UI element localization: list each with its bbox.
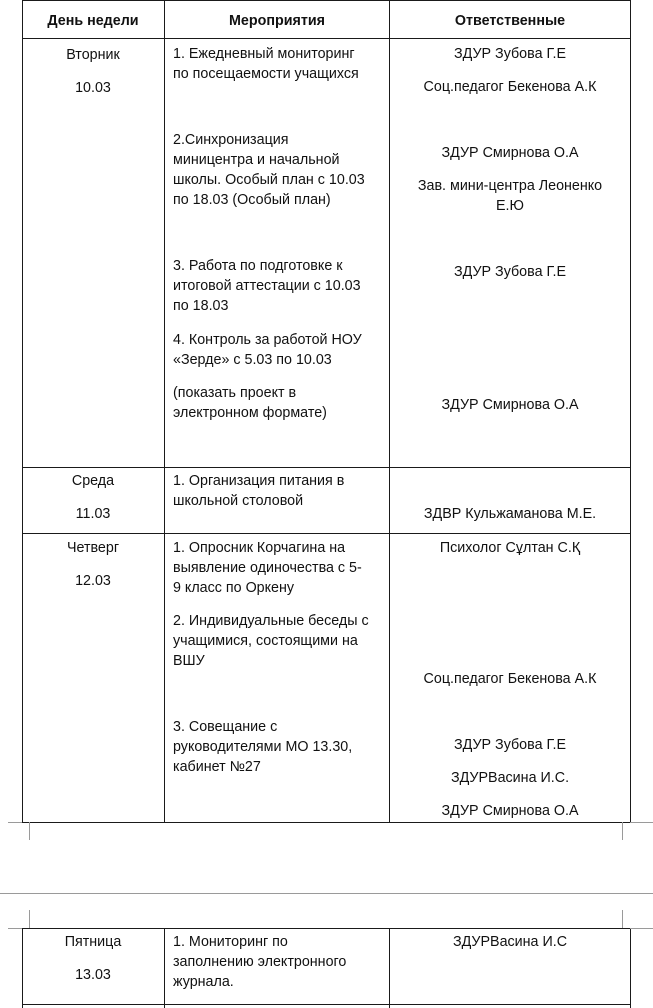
responsible-person: ЗДУР Смирнова О.А <box>441 397 579 413</box>
responsible-person: ЗДУРВасина И.С <box>452 934 568 950</box>
responsible-person: ЗДУР Зубова Г.Е <box>453 264 566 280</box>
date-cell: 12.03 <box>75 573 111 589</box>
responsible-person: Психолог Сұлтан С.Қ <box>439 540 581 556</box>
header-responsible: Ответственные <box>454 13 566 29</box>
day-cell: Пятница <box>64 934 122 950</box>
responsible-person: Соц.педагог Бекенова А.К <box>423 79 597 95</box>
day-cell: Среда <box>71 473 115 489</box>
header-day: День недели <box>47 13 139 29</box>
responsible-person: Соц.педагог Бекенова А.К <box>423 671 597 687</box>
day-cell: Четверг <box>66 540 120 556</box>
responsible-person: Зав. мини-центра Леоненко <box>417 178 603 194</box>
responsible-person: ЗДУР Зубова Г.Е <box>453 46 566 62</box>
date-cell: 10.03 <box>75 80 111 96</box>
responsible-person: ЗДУРВасина И.С. <box>450 770 570 786</box>
responsible-person: ЗДУР Смирнова О.А <box>441 803 579 819</box>
responsible-person: Е.Ю <box>496 198 524 214</box>
responsible-person: ЗДВР Кульжаманова М.Е. <box>423 506 597 522</box>
responsible-person: ЗДУР Смирнова О.А <box>441 145 579 161</box>
header-events: Мероприятия <box>229 13 325 29</box>
responsible-person: ЗДУР Зубова Г.Е <box>453 737 566 753</box>
date-cell: 13.03 <box>75 967 111 983</box>
date-cell: 11.03 <box>75 506 111 522</box>
day-cell: Вторник <box>66 47 120 63</box>
